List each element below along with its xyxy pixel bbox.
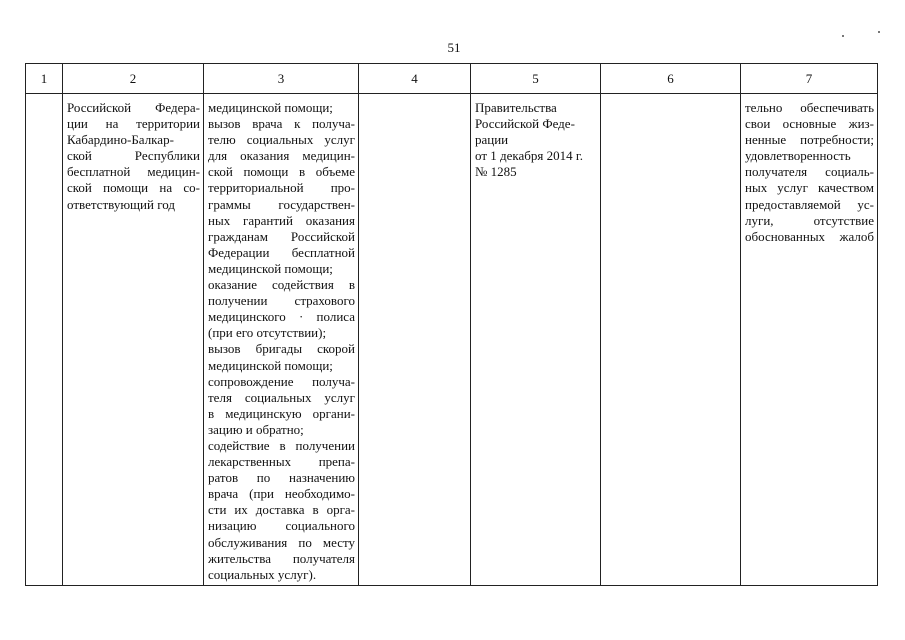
scan-speck	[878, 31, 880, 33]
cell-text-line: рации	[475, 132, 509, 148]
cell-text-line: вызов бригады скорой	[208, 341, 355, 357]
cell-text-line: Российской Феде-	[475, 116, 575, 132]
scan-speck	[842, 35, 844, 37]
cell-text-line: граммы государствен-	[208, 196, 355, 212]
column-header: 5	[471, 64, 601, 94]
cell-text-line: луги, отсутствие	[745, 212, 874, 228]
cell-text-line: ской Республики	[67, 148, 200, 164]
cell-text-line: № 1285	[475, 164, 517, 180]
table-row	[26, 94, 878, 586]
column-header: 7	[741, 64, 878, 94]
cell-text-line: социальных услуг).	[208, 566, 317, 582]
cell-text-line: ненные потребности;	[745, 132, 874, 148]
table-cell	[204, 94, 359, 586]
cell-text-line: для оказания медицин-	[208, 148, 355, 164]
services-table	[25, 63, 878, 586]
cell-text-line: оказание содействия в	[208, 277, 355, 293]
cell-text-line: удовлетворенность	[745, 148, 851, 164]
cell-text-line: обслуживания по месту	[208, 534, 355, 550]
cell-text-line: получателя социаль-	[745, 164, 874, 180]
cell-text-line: Российской Федера-	[67, 100, 200, 115]
cell-text-line: медицинской помощи;	[208, 100, 333, 115]
table-cell	[601, 94, 741, 586]
cell-text-line: ции на территории	[67, 116, 200, 132]
cell-text-line: бесплатной медицин-	[67, 164, 200, 180]
cell-text-line: медицинской помощи;	[208, 260, 333, 276]
cell-text-line: территориальной про-	[208, 180, 355, 196]
cell-text-line: получении страхового	[208, 293, 355, 309]
cell-text-line: ской помощи на со-	[67, 180, 200, 196]
cell-text-line: обоснованных жалоб	[745, 228, 874, 244]
cell-text-line: от 1 декабря 2014 г.	[475, 148, 583, 164]
table-cell	[359, 94, 471, 586]
cell-text-line: медицинской помощи;	[208, 357, 333, 373]
table-cell	[741, 94, 878, 586]
cell-text-line: зацию и обратно;	[208, 421, 304, 437]
cell-text-line: предоставляемой ус-	[745, 196, 874, 212]
column-header: 2	[63, 64, 204, 94]
column-header: 4	[359, 64, 471, 94]
cell-text-line: свои основные жиз-	[745, 116, 874, 132]
cell-text-line: ратов по назначению	[208, 470, 355, 486]
table-header-row	[26, 64, 878, 94]
cell-text-line: сти их доставка в орга-	[208, 502, 355, 518]
cell-text-line: тельно обеспечивать	[745, 100, 874, 115]
cell-text-line: гражданам Российской	[208, 228, 355, 244]
cell-text-line: ответствующий год	[67, 196, 175, 212]
cell-text-line: сопровождение получа-	[208, 373, 355, 389]
table-cell	[63, 94, 204, 586]
column-header: 1	[26, 64, 63, 94]
cell-text-line: жительства получателя	[208, 550, 355, 566]
cell-text-line: медицинского · полиса	[208, 309, 355, 325]
cell-text-line: лекарственных препа-	[208, 454, 355, 470]
cell-text-line: низацию социального	[208, 518, 355, 534]
column-header: 6	[601, 64, 741, 94]
cell-text-line: вызов врача к получа-	[208, 116, 355, 132]
page-number: 51	[447, 40, 461, 55]
cell-text-line: врача (при необходимо-	[208, 486, 355, 502]
cell-text-line: Кабардино-Балкар-	[67, 132, 174, 148]
cell-text-line: ных услуг качеством	[745, 180, 874, 196]
table-cell	[26, 94, 63, 586]
cell-text-line: Федерации бесплатной	[208, 244, 355, 260]
cell-text-line: содействие в получении	[208, 437, 355, 453]
cell-text-line: в медицинскую органи-	[208, 405, 355, 421]
table-cell	[471, 94, 601, 586]
cell-text-line: ской помощи в объеме	[208, 164, 355, 180]
cell-text-line: (при его отсутствии);	[208, 325, 327, 341]
cell-text-line: ных гарантий оказания	[208, 212, 355, 228]
cell-text-line: Правительства	[475, 100, 557, 115]
cell-text-line: теля социальных услуг	[208, 389, 355, 405]
column-header: 3	[204, 64, 359, 94]
cell-text-line: телю социальных услуг	[208, 132, 355, 148]
